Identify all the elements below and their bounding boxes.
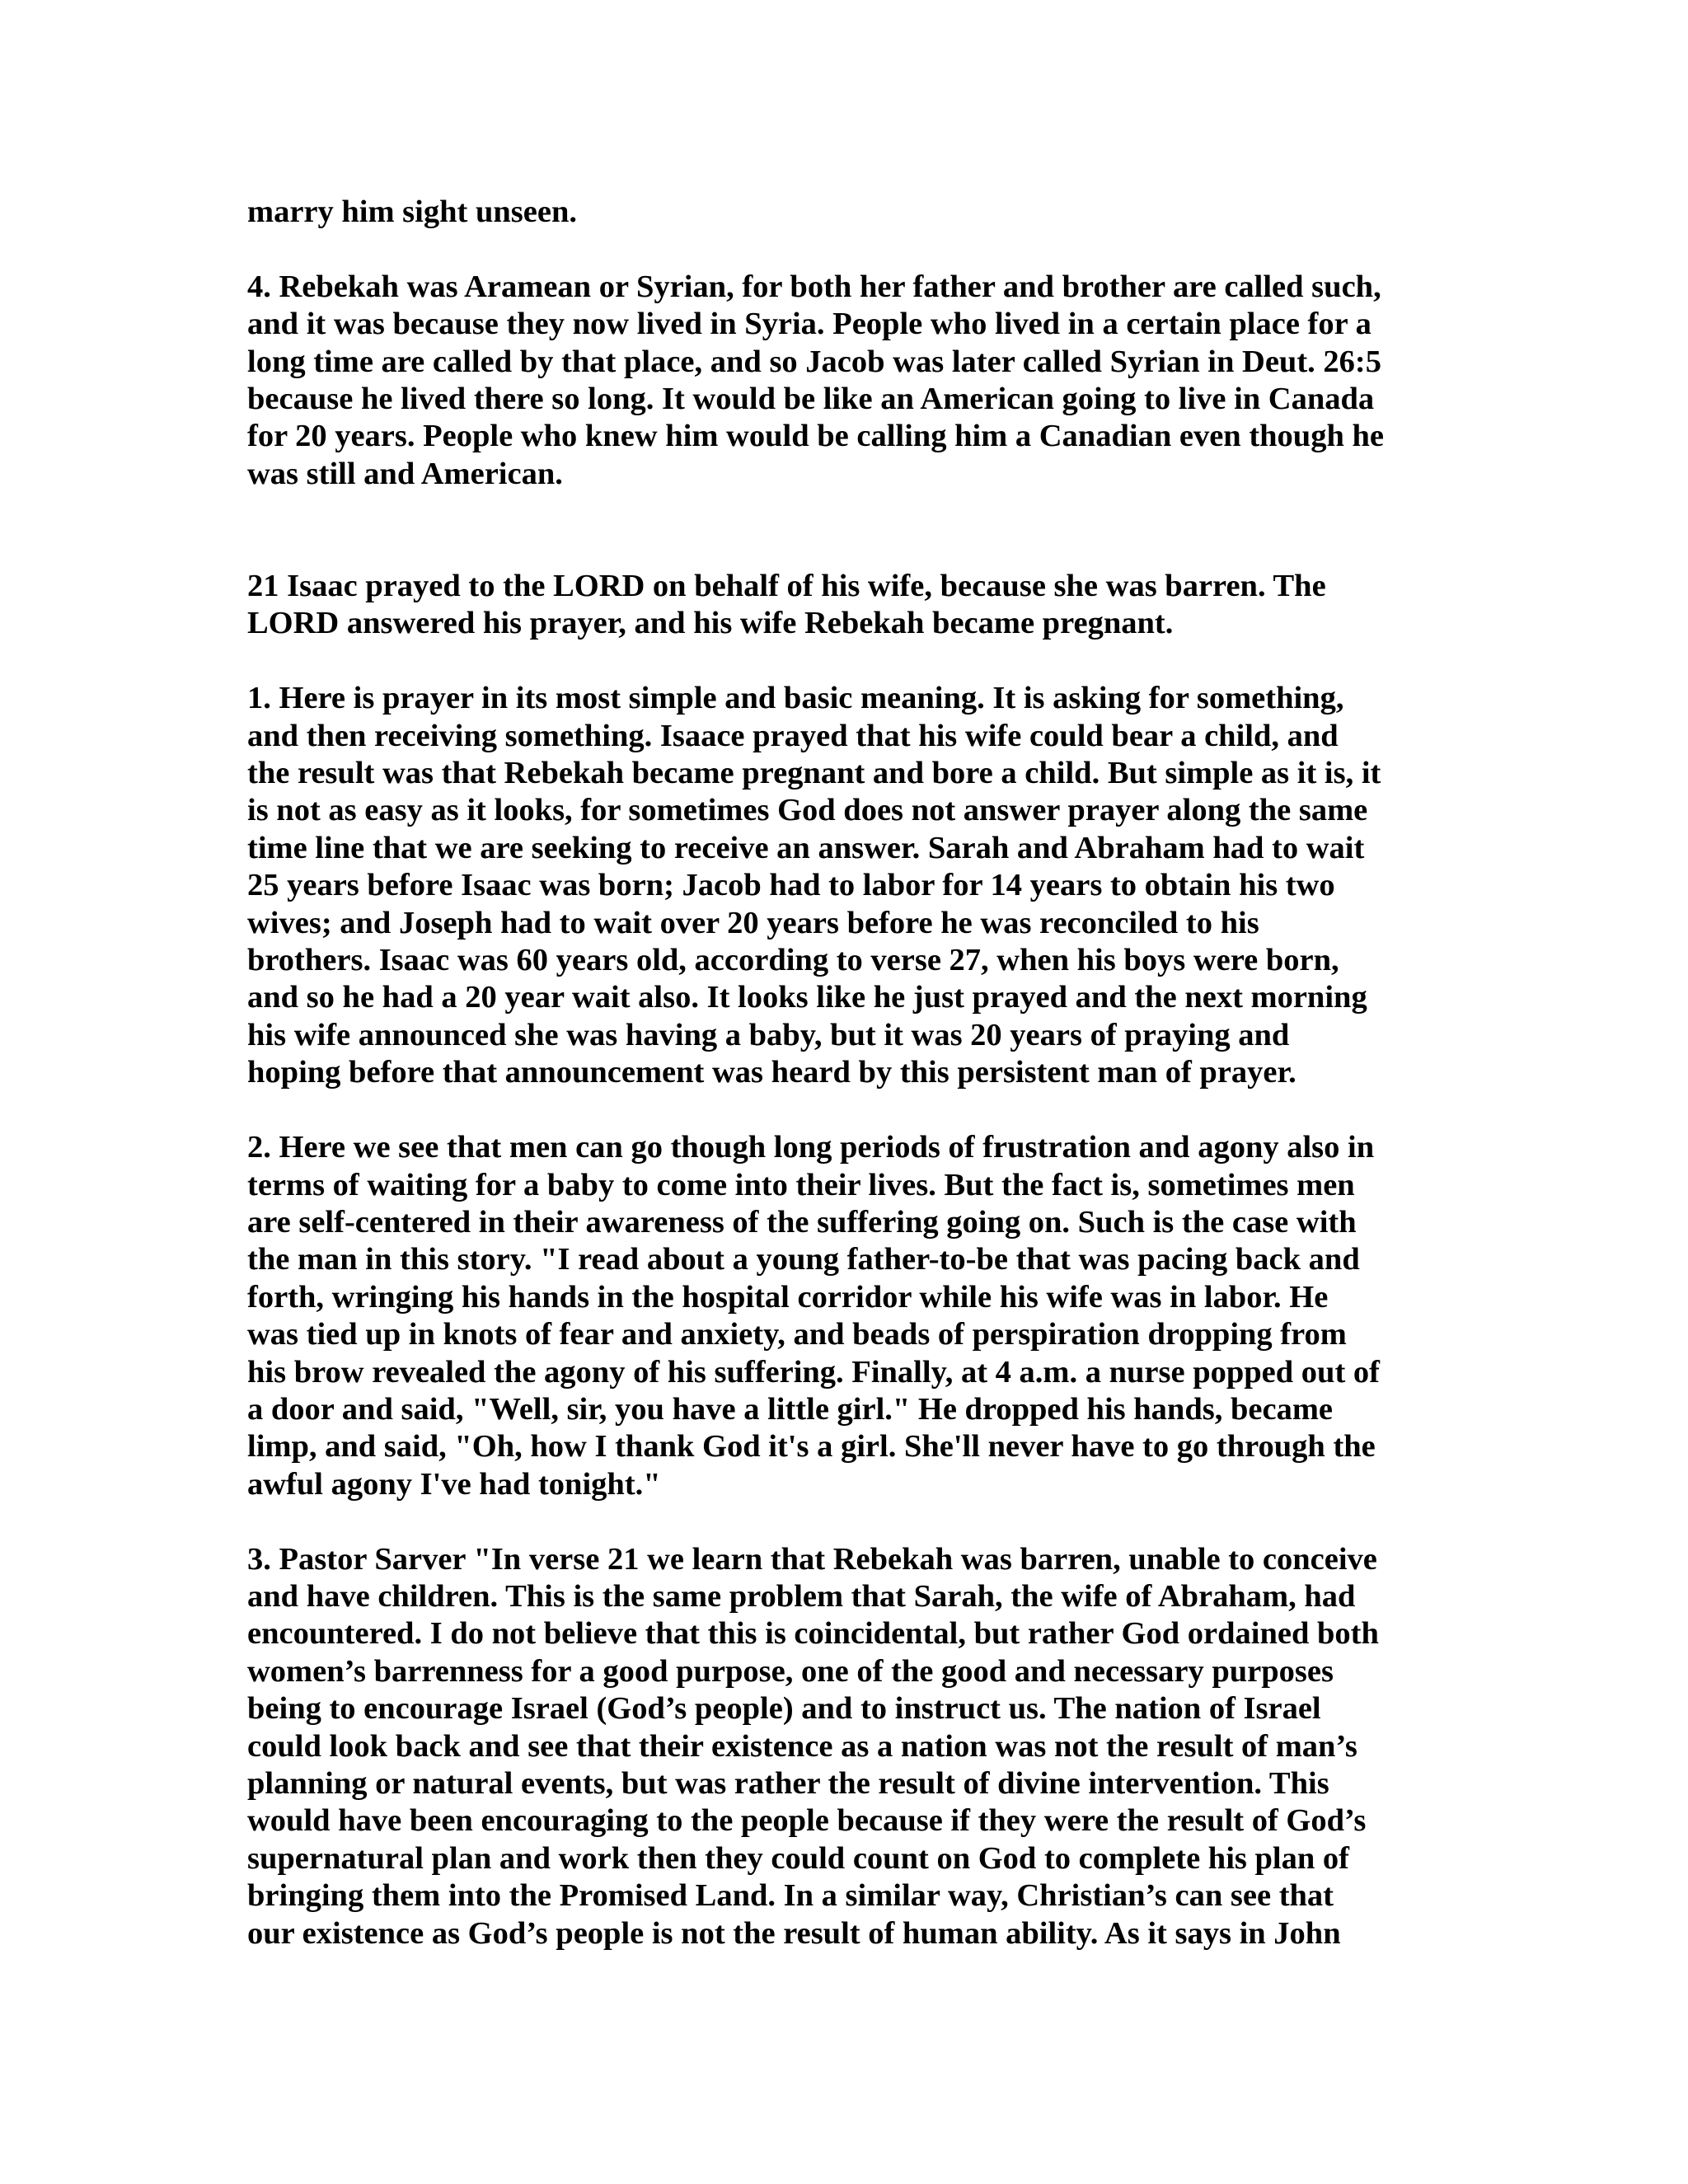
text-line: long time are called by that place, and so Jacob was later called Syrian in Deut. 26:5 [247, 344, 1381, 379]
text-line: was still and American. [247, 456, 563, 491]
text-line: 21 Isaac prayed to the LORD on behalf of his wife, because she was barren. The [247, 569, 1326, 604]
text-line: supernatural plan and work then they could count on God to complete his plan of [247, 1840, 1349, 1876]
paragraph-point-2 [247, 1129, 1451, 1503]
paragraph-point-1 [247, 680, 1451, 1091]
text-line: and then receiving something. Isaace prayed that his wife could bear a child, and [247, 718, 1339, 753]
text-line: brothers. Isaac was 60 years old, according to verse 27, when his boys were born, [247, 943, 1339, 978]
text-line: wives; and Joseph had to wait over 20 years before he was reconciled to his [247, 905, 1259, 940]
text-line: terms of waiting for a baby to come into their lives. But the fact is, sometimes men [247, 1167, 1355, 1202]
text-line: because he lived there so long. It would be like an American going to live in Canada [247, 382, 1375, 417]
text-line: his brow revealed the agony of his suffering. Finally, at 4 a.m. a nurse popped out of [247, 1354, 1380, 1390]
text-line: the result was that Rebekah became pregnant and bore a child. But simple as it is, it [247, 756, 1381, 791]
text-line: marry him sight unseen. [247, 194, 577, 229]
text-line: and have children. This is the same problem that Sarah, the wife of Abraham, had [247, 1578, 1356, 1614]
text-line: his wife announced she was having a baby, but it was 20 years of praying and [247, 1017, 1290, 1052]
text-line: would have been encouraging to the people because if they were the result of God’s [247, 1803, 1367, 1839]
text-line: is not as easy as it looks, for sometimes God does not answer prayer along the same [247, 793, 1368, 828]
text-line: women’s barrenness for a good purpose, one of the good and necessary purposes [247, 1653, 1334, 1689]
text-line: a door and said, "Well, sir, you have a little girl." He dropped his hands, became [247, 1391, 1333, 1427]
paragraph-point-3 [247, 1541, 1451, 1952]
paragraph-continuation [247, 194, 1451, 231]
text-line: 25 years before Isaac was born; Jacob had to labor for 14 years to obtain his two [247, 868, 1335, 903]
text-line: and so he had a 20 year wait also. It looks like he just prayed and the next morning [247, 980, 1367, 1015]
paragraph-point-4 [247, 269, 1451, 493]
text-line: for 20 years. People who knew him would be calling him a Canadian even though he [247, 419, 1385, 454]
text-line: and it was because they now lived in Syria. People who lived in a certain place for a [247, 307, 1372, 342]
text-line: was tied up in knots of fear and anxiety, and beads of perspiration dropping from [247, 1317, 1347, 1352]
text-line: could look back and see that their existence as a nation was not the result of man’s [247, 1728, 1357, 1764]
text-line: being to encourage Israel (God’s people) and to instruct us. The nation of Israel [247, 1691, 1321, 1727]
paragraph-spacer [247, 643, 1451, 680]
section-spacer [247, 493, 1451, 568]
text-line: 1. Here is prayer in its most simple and basic meaning. It is asking for something, [247, 681, 1344, 716]
paragraph-spacer [247, 1092, 1451, 1129]
text-line: awful agony I've had tonight." [247, 1466, 661, 1502]
text-line: our existence as God’s people is not the result of human ability. As it says in John [247, 1915, 1341, 1951]
paragraph-spacer [247, 1503, 1451, 1540]
text-line: LORD answered his prayer, and his wife Rebekah became pregnant. [247, 606, 1174, 641]
text-line: planning or natural events, but was rather the result of divine intervention. This [247, 1765, 1329, 1801]
text-line: 3. Pastor Sarver "In verse 21 we learn that Rebekah was barren, unable to conceive [247, 1541, 1377, 1577]
text-line: 2. Here we see that men can go though long periods of frustration and agony also in [247, 1130, 1375, 1165]
text-line: forth, wringing his hands in the hospital corridor while his wife was in labor. He [247, 1279, 1329, 1315]
verse-21 [247, 568, 1451, 643]
text-line: hoping before that announcement was heard by this persistent man of prayer. [247, 1055, 1296, 1090]
paragraph-spacer [247, 231, 1451, 268]
text-line: bringing them into the Promised Land. In a similar way, Christian’s can see that [247, 1878, 1334, 1914]
text-line: the man in this story. "I read about a young father-to-be that was pacing back and [247, 1242, 1360, 1277]
text-line: encountered. I do not believe that this is coincidental, but rather God ordained both [247, 1616, 1379, 1652]
text-line: 4. Rebekah was Aramean or Syrian, for both her father and brother are called such, [247, 269, 1381, 304]
text-line: are self-centered in their awareness of the suffering going on. Such is the case with [247, 1204, 1357, 1240]
document-page [247, 194, 1451, 1952]
text-line: time line that we are seeking to receive an answer. Sarah and Abraham had to wait [247, 830, 1365, 865]
text-line: limp, and said, "Oh, how I thank God it's a girl. She'll never have to go through the [247, 1429, 1376, 1465]
